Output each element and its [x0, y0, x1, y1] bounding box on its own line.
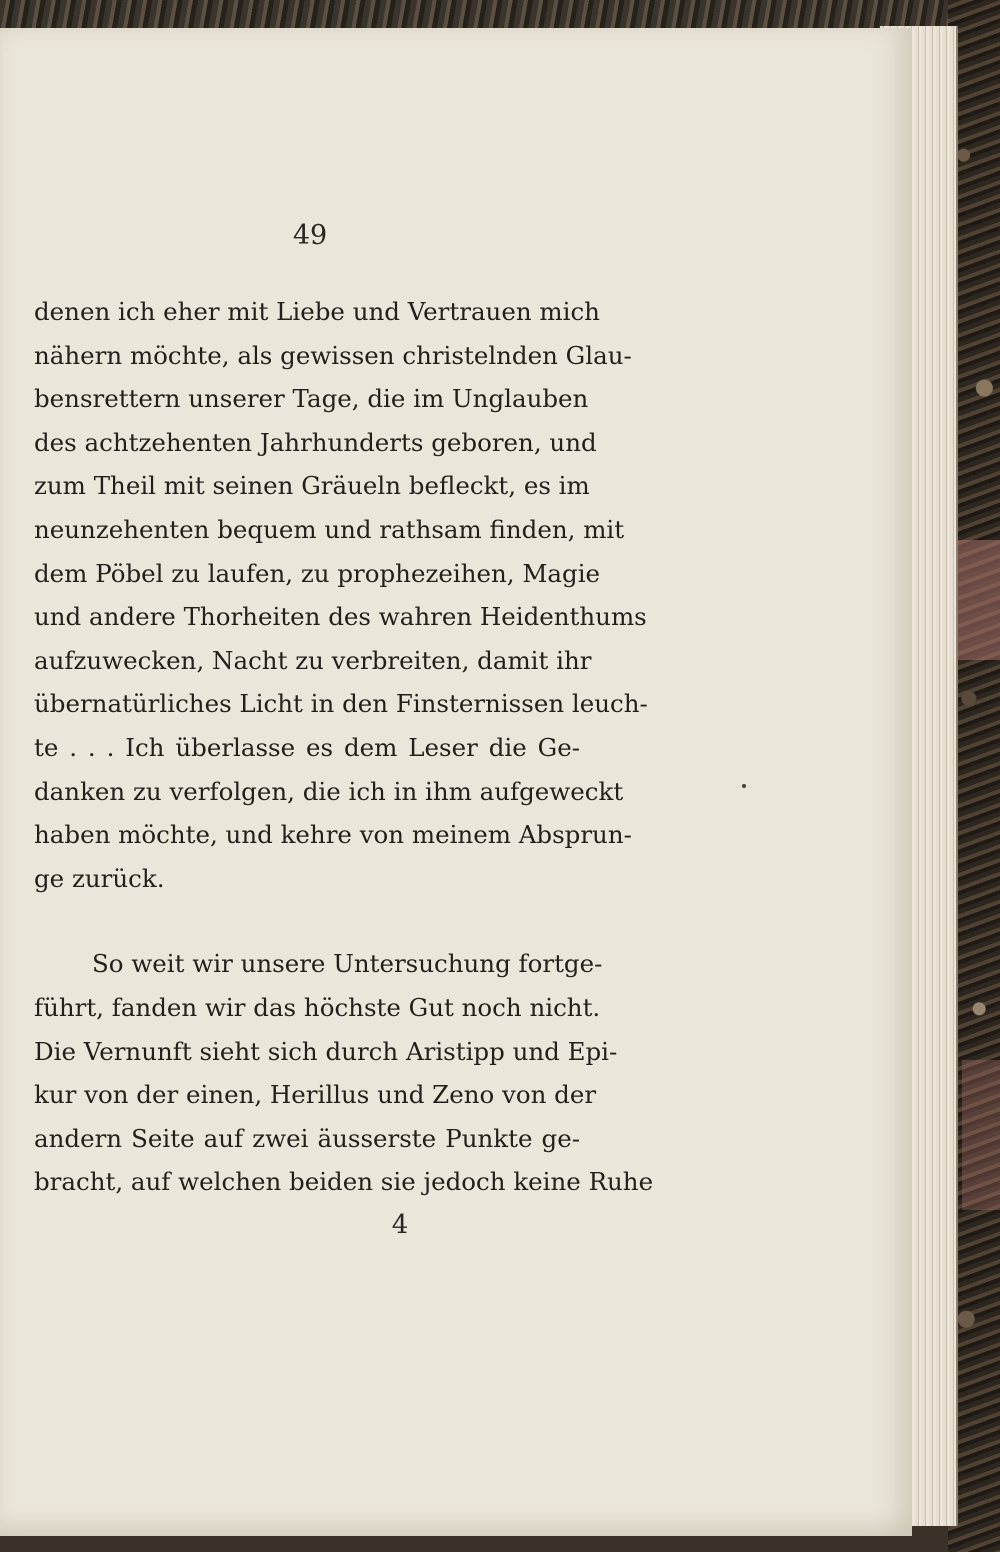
- text-line: neunzehenten bequem und rathsam finden, mit: [34, 514, 625, 544]
- text-line: bensrettern unserer Tage, die im Unglauben: [34, 384, 589, 414]
- text-line: te . . . Ich überlasse es dem Leser die Ge-: [34, 732, 580, 762]
- text-line: zum Theil mit seinen Gräueln befleckt, es im: [34, 471, 590, 501]
- text-line: danken zu verfolgen, die ich in ihm aufgeweckt: [34, 776, 624, 806]
- board-stain: [958, 540, 1000, 660]
- text-line: ge zurück.: [34, 863, 165, 893]
- text-line: So weit wir unsere Untersuchung fortge-: [92, 949, 603, 979]
- text-line: bracht, auf welchen beiden sie jedoch keine Ruhe: [34, 1167, 654, 1197]
- paper-speck: [742, 784, 746, 788]
- signature-mark: 4: [391, 1210, 409, 1240]
- board-stain: [962, 1060, 1000, 1210]
- text-line: und andere Thorheiten des wahren Heidenthums: [34, 602, 647, 632]
- text-line: kur von der einen, Herillus und Zeno von der: [34, 1080, 597, 1110]
- text-line: denen ich eher mit Liebe und Vertrauen mich: [34, 297, 600, 326]
- page-number: 49: [292, 220, 328, 251]
- text-line: haben möchte, und kehre von meinem Absprun-: [34, 820, 632, 850]
- text-line: andern Seite auf zwei äusserste Punkte ge-: [34, 1123, 580, 1153]
- text-line: aufzuwecken, Nacht zu verbreiten, damit ihr: [34, 645, 592, 675]
- text-line: dem Pöbel zu laufen, zu prophezeihen, Magie: [34, 558, 601, 588]
- text-line: Die Vernunft sieht sich durch Aristipp und Epi-: [34, 1036, 618, 1066]
- text-line: übernatürliches Licht in den Finsternissen leuch-: [34, 689, 648, 719]
- text-line: führt, fanden wir das höchste Gut noch nicht.: [34, 992, 601, 1022]
- text-line: des achtzehenten Jahrhunderts geboren, und: [34, 427, 597, 457]
- marbled-board-top: [0, 0, 1000, 30]
- book-page: [0, 28, 912, 1536]
- body-text: [34, 290, 654, 1204]
- text-line: nähern möchte, als gewissen christelnden Glau-: [34, 340, 632, 370]
- paragraph-gap: [34, 900, 580, 942]
